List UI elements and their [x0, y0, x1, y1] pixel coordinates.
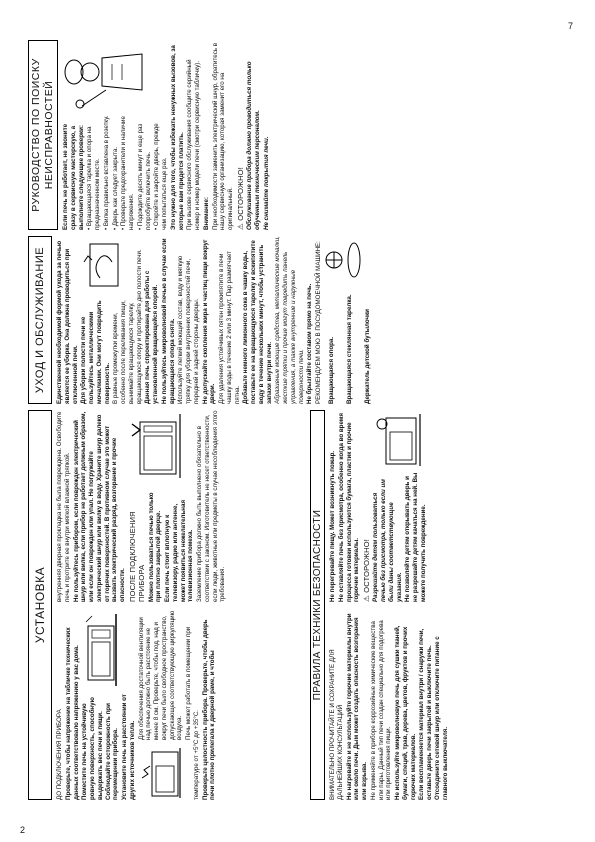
install-check: Проверьте целостность прибора. Проверьте, чтобы дверь печи плотно прилегала к дверной раме, и чтобы: [201, 619, 217, 800]
warning-triangle-icon: ⚠: [362, 595, 371, 602]
cleaning-hand-illustration: [82, 236, 126, 292]
install-distance: Установите печь на расстоянии от других источников тепла.: [121, 694, 136, 800]
safety-text-left: [329, 610, 567, 800]
safety-warning: [362, 410, 371, 602]
trouble-attention: Внимание:: [202, 197, 210, 230]
care-grease: Не допускайте скопления жира и частиц пищи вокруг двери.: [201, 239, 217, 404]
install-voltage: Проверьте, чтобы напряжение на табличке технических данных соответствовало напряжению у вас дома.: [64, 627, 80, 800]
safety-drying: Не используйте микроволновую печь для сушки тканей, бумаги, специй, трав, дерева, цветов, фруктов и прочих горючих материалов.: [394, 625, 417, 800]
safety-fire: Если воспламеняется материал внутри / снаружи печи, оставьте дверь печи закрытой и выключите печь. Отсоедините сетевой шнур или отключите питание с главного выключателя.: [418, 628, 449, 800]
trouble-check-reopen-text: Откройте и закройте дверь, прежде чем попытаться еще раз.: [153, 123, 168, 230]
oven-on-surface-illustration: [82, 610, 122, 688]
oven-ventilation-illustration: [140, 744, 184, 800]
install-temperature: Печь может работать в помещении при температуре от +5°C до +35°C.: [185, 626, 200, 800]
safety-warning-label: ОСТОРОЖНО!: [362, 538, 371, 593]
install-after-heading: ПОСЛЕ ПОДКЛЮЧЕНИЯ ПРИБОРА: [127, 511, 147, 602]
care-abrasive: Абразивные моющие средства, металлические мочалки, жесткие тряпки и прочие могут повредить панель управления, а также внутренние и наружные поверхности печи.: [274, 236, 305, 404]
install-safety-column: [28, 410, 568, 800]
safety-intro: ВНИМАТЕЛЬНО ПРОЧИТАЙТЕ И СОХРАНИТЕ ДЛЯ ДАЛЬНЕЙШИХ КОНСУЛЬТАЦИЙ: [329, 649, 344, 800]
page-number-left: 2: [20, 825, 26, 835]
trouble-check-turntable-text: Вращающаяся тарелка и опора на предназначенном месте.: [86, 126, 101, 230]
care-no-support: Не пользуйтесь микроволновой печью в случае если вращающаяся опора снята.: [160, 238, 176, 404]
care-intro: Единственной необходимой формой ухода за печью является ее уборка. Она должна проводиться при отключенной печи.: [56, 240, 79, 404]
install-surface: Поместите печь на устойчивую ровную поверхность, способную выдержать вес печи и пищи. Соблюдайте осторожность при перемещении прибора.: [81, 697, 120, 800]
trouble-title-line1: РУКОВОДСТВО ПО ПОИСКУ: [30, 58, 43, 212]
trouble-check-plug-text: Вилка правильно вставлена в розетку.: [102, 115, 110, 227]
care-column: [28, 236, 568, 404]
trouble-cord: При необходимости заменить электрический шнур, обратитесь в нашу сервисную организацию, которая заменит его на оригинальный.: [211, 42, 234, 230]
safety-flammable: Не нагревайте и не используйте горючие материалы внутри или около печи. Дым может создать опасность возгорания или взрыва.: [345, 613, 368, 800]
safety-unattended: Не оставляйте печь без присмотра, особенно когда во время процесса готовки используются бумага, пластик и прочие горючие материалы.: [337, 413, 361, 602]
care-dishwasher-title: РЕКОМЕНДУЕМ МОЮ В ПОСУДОМОЕЧНОЙ МАШИНЕ:: [315, 241, 322, 404]
dishwasher-item-support: Вращающаяся опора.: [327, 336, 335, 404]
page-number-right: 7: [568, 21, 574, 31]
trouble-avoid-calls: Это нужно для того, чтобы избежать ненужных вызовов, за которые вам придется платить.: [169, 45, 185, 230]
safety-chemicals: Не применяйте в приборе коррозийные химические вещества или пары. Данный тип печи создан специально для подогрева или приготовления пищи.: [369, 620, 393, 800]
care-lemon: Добавьте немного лимонного сока в чашку воды, поставьте ее на вращающуюся тарелку и вскипятите воду в течение нескольких минут, чтобы устранить запахи внутри печи.: [242, 240, 273, 404]
install-damaged: Не пользуйтесь прибором, если поврежден электрический шнур или вилка, если прибор не работает должным образом, или если он поврежден или упал. Не погружайте электрический шнур или вилку в воду. Храните шнур далеко от горячих поверхностей. В противном случае это может вызвать электрический разряд, возгорание и прочие опасности.: [72, 411, 126, 602]
trouble-no-cover: Не снимайте покрытия печи.: [262, 136, 270, 230]
trouble-column: [28, 40, 568, 230]
trouble-warning-label: ОСТОРОЖНО!: [235, 166, 245, 221]
safety-children: Разрешайте детям пользоваться печью без присмотра, только если им были даны соответствующие указания.: [372, 479, 403, 602]
care-section-title: УХОД И ОБСЛУЖИВАНИЕ: [28, 236, 52, 404]
install-section-title: УСТАНОВКА: [28, 410, 52, 800]
trouble-check-fuses: • Проверьте предохранители и наличие напряжения.: [120, 116, 135, 230]
trouble-intro: Если печь не работает, не звоните сразу в сервисную мастерскую, а выполните следующие проверки:: [62, 123, 85, 230]
trouble-check-wait: • Подождите десять минут и еще раз попробуйте включить печь.: [136, 123, 152, 230]
care-no-metal: Для уборки полости печи не пользуйтесь металлическими мочалками. Они могут повредить поверхность.: [80, 300, 111, 404]
safety-door-children: Не позволяйте детям открывать дверь и не разрешайте детям качаться на ней. Вы можете получить повреждение.: [404, 472, 427, 602]
child-oven-illustration: [374, 410, 424, 468]
safety-section-title: ПРАВИЛА ТЕХНИКИ БЕЗОПАСНОСТИ: [310, 410, 325, 800]
warning-triangle-icon: ⚠: [235, 223, 245, 230]
trouble-check-wait-text: Подождите десять минут и еще раз попробуйте включить печь.: [136, 123, 152, 230]
install-tv: Если печь стоит вплотную к телевизору, радио или антенне, может появиться нежелательная телевизионная помеха.: [164, 499, 195, 602]
care-turntable: В равные промежутки времени, особенно после переливания пищи, вынимайте вращающуюся тарелку, вращающуюся опору и протирайте дно полости печи.: [112, 249, 143, 404]
trouble-service-info: При вызове сервисного обслуживания сообщите серийный номер и номер модели печи (смотри сервисную табличку).: [186, 59, 201, 230]
chef-illustration: [62, 40, 152, 110]
trouble-check-turntable: • Вращающаяся тарелка и опора на предназначенном месте.: [86, 126, 101, 230]
trouble-check-reopen: • Откройте и закройте дверь, прежде чем попытаться еще раз.: [153, 123, 168, 230]
care-no-spray: Не брызгайте составом прямо на печь.: [306, 283, 314, 404]
trouble-check-door-text: Дверь как следует закрыта.: [111, 146, 119, 227]
glass-tray-illustration: [346, 240, 362, 280]
trouble-check-plug: • Вилка правильно вставлена в розетку.: [102, 115, 110, 230]
install-ground: Заземление прибора должно быть выполнено обязательно в соответствии с законом. Изготовитель не несет ответственности, если люди, животные или предметы в случае несоблюдения этого требования.: [196, 410, 227, 602]
trouble-service-personnel: Обслуживание прибора должно проводиться только обученным техническим персоналом.: [246, 61, 261, 230]
install-text-right: [56, 410, 306, 602]
dishwasher-item-tray: Вращающаяся стеклянная тарелка.: [345, 294, 353, 404]
install-ventilation: Для обеспечения достаточной вентиляции над печью должно быть расстояние не менее 8 см. Проверьте, чтобы под, над и вокруг печи было свободное пространство, допускающее соответствующую циркуляцию воздуха.: [137, 610, 184, 740]
care-stains: Для удаления устойчивых пятен прокипятите в печи чашку воды в течение 2 или 3 минут. Пар размягчает пятна.: [218, 251, 241, 404]
trouble-warning: [236, 40, 245, 230]
install-text-left: [56, 610, 306, 800]
dishwasher-items: [324, 236, 384, 404]
oven-door-illustration: [130, 410, 186, 480]
care-designed: Данная печь спроектирована для работы с установленной вращающейся опорой.: [144, 270, 159, 404]
install-before-heading: ДО ПОДКЛЮЧЕНИЯ ПРИБОРА: [56, 709, 63, 800]
install-seal: внутренняя дверная прокладка не была повреждена. Освободите печь и протрите ее внутри мягкой влажной тряпкой.: [56, 411, 71, 602]
trouble-check-fuses-text: Проверьте предохранители и наличие напряжения.: [120, 116, 135, 230]
care-detergent: Используйте легкий моющий состав, воду и мягкую тряпку для уборки внутренних поверхностей печи, передней и задней стороны дверцы.: [177, 255, 200, 404]
safety-text-right: [329, 410, 567, 602]
trouble-text: [62, 40, 568, 230]
trouble-check-door: • Дверь как следует закрыта.: [111, 146, 119, 230]
trouble-section-title: [28, 40, 58, 230]
safety-overheat: Не перегревайте пищу. Может возникнуть пожар.: [329, 450, 336, 602]
turntable-support-illustration: [324, 240, 344, 280]
install-door-closed: Можно пользоваться печью только при плотно закрытой дверце.: [147, 492, 163, 602]
care-text: [56, 236, 568, 404]
trouble-title-line2: НЕИСПРАВНОСТЕЙ: [43, 80, 55, 190]
dishwasher-item-bottle: Держатель детской бутылочки: [363, 309, 371, 404]
